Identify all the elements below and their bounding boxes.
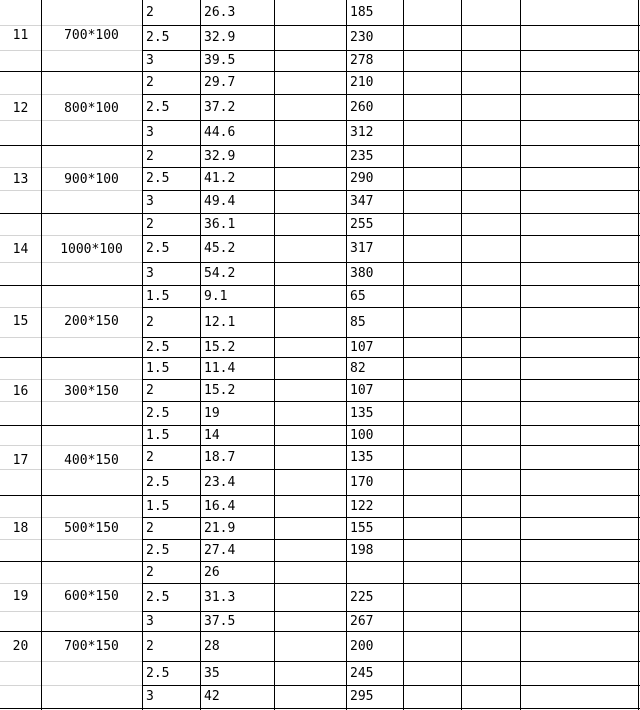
row-gridline	[0, 517, 142, 518]
thickness-cell: 2	[146, 564, 154, 580]
thickness-cell: 2	[146, 148, 154, 164]
price-cell: 267	[350, 613, 374, 629]
row-gridline	[0, 611, 142, 612]
group-number: 19	[12, 588, 29, 604]
row-gridline	[0, 539, 142, 540]
weight-cell: 29.7	[204, 75, 236, 90]
row-gridline	[0, 685, 142, 686]
group-number: 14	[12, 241, 29, 257]
row-gridline	[0, 262, 142, 263]
thickness-cell: 2.5	[146, 405, 170, 421]
thickness-cell: 3	[146, 266, 154, 281]
row-gridline	[0, 307, 142, 308]
price-cell: 210	[350, 75, 374, 90]
group-number: 18	[12, 520, 29, 536]
thickness-cell: 2	[146, 638, 154, 654]
thickness-cell: 2	[146, 449, 154, 465]
thickness-cell: 2.5	[146, 99, 170, 115]
weight-cell: 37.5	[204, 613, 236, 629]
price-cell: 82	[350, 360, 366, 376]
weight-cell: 54.2	[204, 266, 236, 281]
price-cell: 278	[350, 53, 374, 68]
weight-cell: 41.2	[204, 171, 236, 186]
weight-cell: 16.4	[204, 498, 236, 514]
row-gridline	[0, 120, 142, 121]
price-cell: 295	[350, 689, 374, 704]
column-divider	[461, 0, 462, 710]
weight-cell: 42	[204, 689, 220, 704]
row-gridline	[0, 337, 142, 338]
weight-cell: 36.1	[204, 216, 236, 232]
price-cell: 107	[350, 382, 374, 398]
price-cell: 122	[350, 498, 374, 514]
thickness-cell: 2	[146, 75, 154, 90]
thickness-cell: 1.5	[146, 288, 170, 304]
group-size: 500*150	[64, 520, 119, 536]
column-divider	[346, 0, 347, 710]
group-size: 900*100	[64, 171, 119, 187]
weight-cell: 39.5	[204, 53, 236, 68]
row-gridline	[0, 235, 142, 236]
price-cell: 135	[350, 449, 374, 465]
column-divider	[142, 0, 143, 710]
row-gridline	[0, 25, 142, 26]
thickness-cell: 3	[146, 194, 154, 209]
thickness-cell: 2.5	[146, 171, 170, 186]
weight-cell: 21.9	[204, 520, 236, 536]
price-cell: 290	[350, 171, 374, 186]
row-gridline	[0, 167, 142, 168]
weight-cell: 15.2	[204, 339, 236, 355]
price-cell: 255	[350, 216, 374, 232]
weight-cell: 28	[204, 638, 220, 654]
weight-cell: 12.1	[204, 314, 236, 330]
price-cell: 185	[350, 5, 374, 20]
thickness-cell: 3	[146, 613, 154, 629]
thickness-cell: 1.5	[146, 498, 170, 514]
row-gridline	[0, 661, 142, 662]
column-divider	[274, 0, 275, 710]
price-cell: 347	[350, 194, 374, 209]
price-cell: 317	[350, 241, 374, 256]
thickness-cell: 2	[146, 216, 154, 232]
row-gridline	[0, 583, 142, 584]
price-cell: 155	[350, 520, 374, 536]
row-gridline	[0, 50, 142, 51]
column-divider	[200, 0, 201, 710]
column-divider	[403, 0, 404, 710]
row-gridline	[0, 401, 142, 402]
group-size: 200*150	[64, 313, 119, 329]
price-cell: 100	[350, 427, 374, 443]
thickness-cell: 2	[146, 314, 154, 330]
column-divider	[41, 0, 42, 710]
weight-cell: 45.2	[204, 241, 236, 256]
thickness-cell: 1.5	[146, 360, 170, 376]
group-number: 12	[12, 100, 29, 116]
price-cell: 260	[350, 99, 374, 115]
price-cell: 235	[350, 148, 374, 164]
weight-cell: 35	[204, 665, 220, 681]
group-size: 700*100	[64, 28, 119, 43]
price-cell: 170	[350, 474, 374, 490]
thickness-cell: 3	[146, 125, 154, 140]
weight-cell: 37.2	[204, 99, 236, 115]
group-size: 800*100	[64, 100, 119, 116]
weight-cell: 18.7	[204, 449, 236, 465]
group-number: 15	[12, 313, 29, 329]
group-number: 16	[12, 383, 29, 399]
thickness-cell: 2.5	[146, 474, 170, 490]
weight-cell: 26	[204, 564, 220, 580]
weight-cell: 23.4	[204, 474, 236, 490]
row-gridline	[0, 379, 142, 380]
thickness-cell: 2.5	[146, 339, 170, 355]
weight-cell: 26.3	[204, 5, 236, 20]
weight-cell: 31.3	[204, 589, 236, 605]
weight-cell: 14	[204, 427, 220, 443]
price-cell: 225	[350, 589, 374, 605]
group-number: 20	[12, 638, 29, 654]
thickness-cell: 1.5	[146, 427, 170, 443]
price-cell: 200	[350, 638, 374, 654]
group-size: 1000*100	[60, 241, 123, 257]
thickness-cell: 2.5	[146, 542, 170, 558]
price-cell	[346, 561, 403, 583]
thickness-cell: 2.5	[146, 665, 170, 681]
price-cell: 380	[350, 266, 374, 281]
column-divider	[520, 0, 521, 710]
weight-cell: 44.6	[204, 125, 236, 140]
column-divider	[638, 0, 639, 710]
group-number: 13	[12, 171, 29, 187]
weight-cell: 11.4	[204, 360, 236, 376]
weight-cell: 32.9	[204, 148, 236, 164]
price-cell: 65	[350, 288, 366, 304]
thickness-cell: 2	[146, 520, 154, 536]
price-cell: 245	[350, 665, 374, 681]
thickness-cell: 2.5	[146, 30, 170, 45]
thickness-cell: 3	[146, 689, 154, 704]
group-number: 17	[12, 452, 29, 468]
group-number: 11	[12, 28, 29, 43]
weight-cell: 15.2	[204, 382, 236, 398]
row-gridline	[0, 190, 142, 191]
price-cell: 85	[350, 314, 366, 330]
thickness-cell: 2.5	[146, 589, 170, 605]
weight-cell: 27.4	[204, 542, 236, 558]
row-gridline	[0, 469, 142, 470]
price-cell: 198	[350, 542, 374, 558]
weight-cell: 49.4	[204, 194, 236, 209]
thickness-cell: 3	[146, 53, 154, 68]
group-size: 600*150	[64, 588, 119, 604]
group-size: 300*150	[64, 383, 119, 399]
thickness-cell: 2.5	[146, 241, 170, 256]
thickness-cell: 2	[146, 5, 154, 20]
price-cell: 312	[350, 125, 374, 140]
group-size: 400*150	[64, 452, 119, 468]
row-gridline	[0, 94, 142, 95]
thickness-cell: 2	[146, 382, 154, 398]
weight-cell: 9.1	[204, 288, 228, 304]
group-size: 700*150	[64, 638, 119, 654]
price-cell: 135	[350, 405, 374, 421]
price-cell: 107	[350, 339, 374, 355]
price-cell: 230	[350, 30, 374, 45]
block-divider	[0, 708, 640, 709]
row-gridline	[0, 445, 142, 446]
weight-cell: 19	[204, 405, 220, 421]
weight-cell: 32.9	[204, 30, 236, 45]
